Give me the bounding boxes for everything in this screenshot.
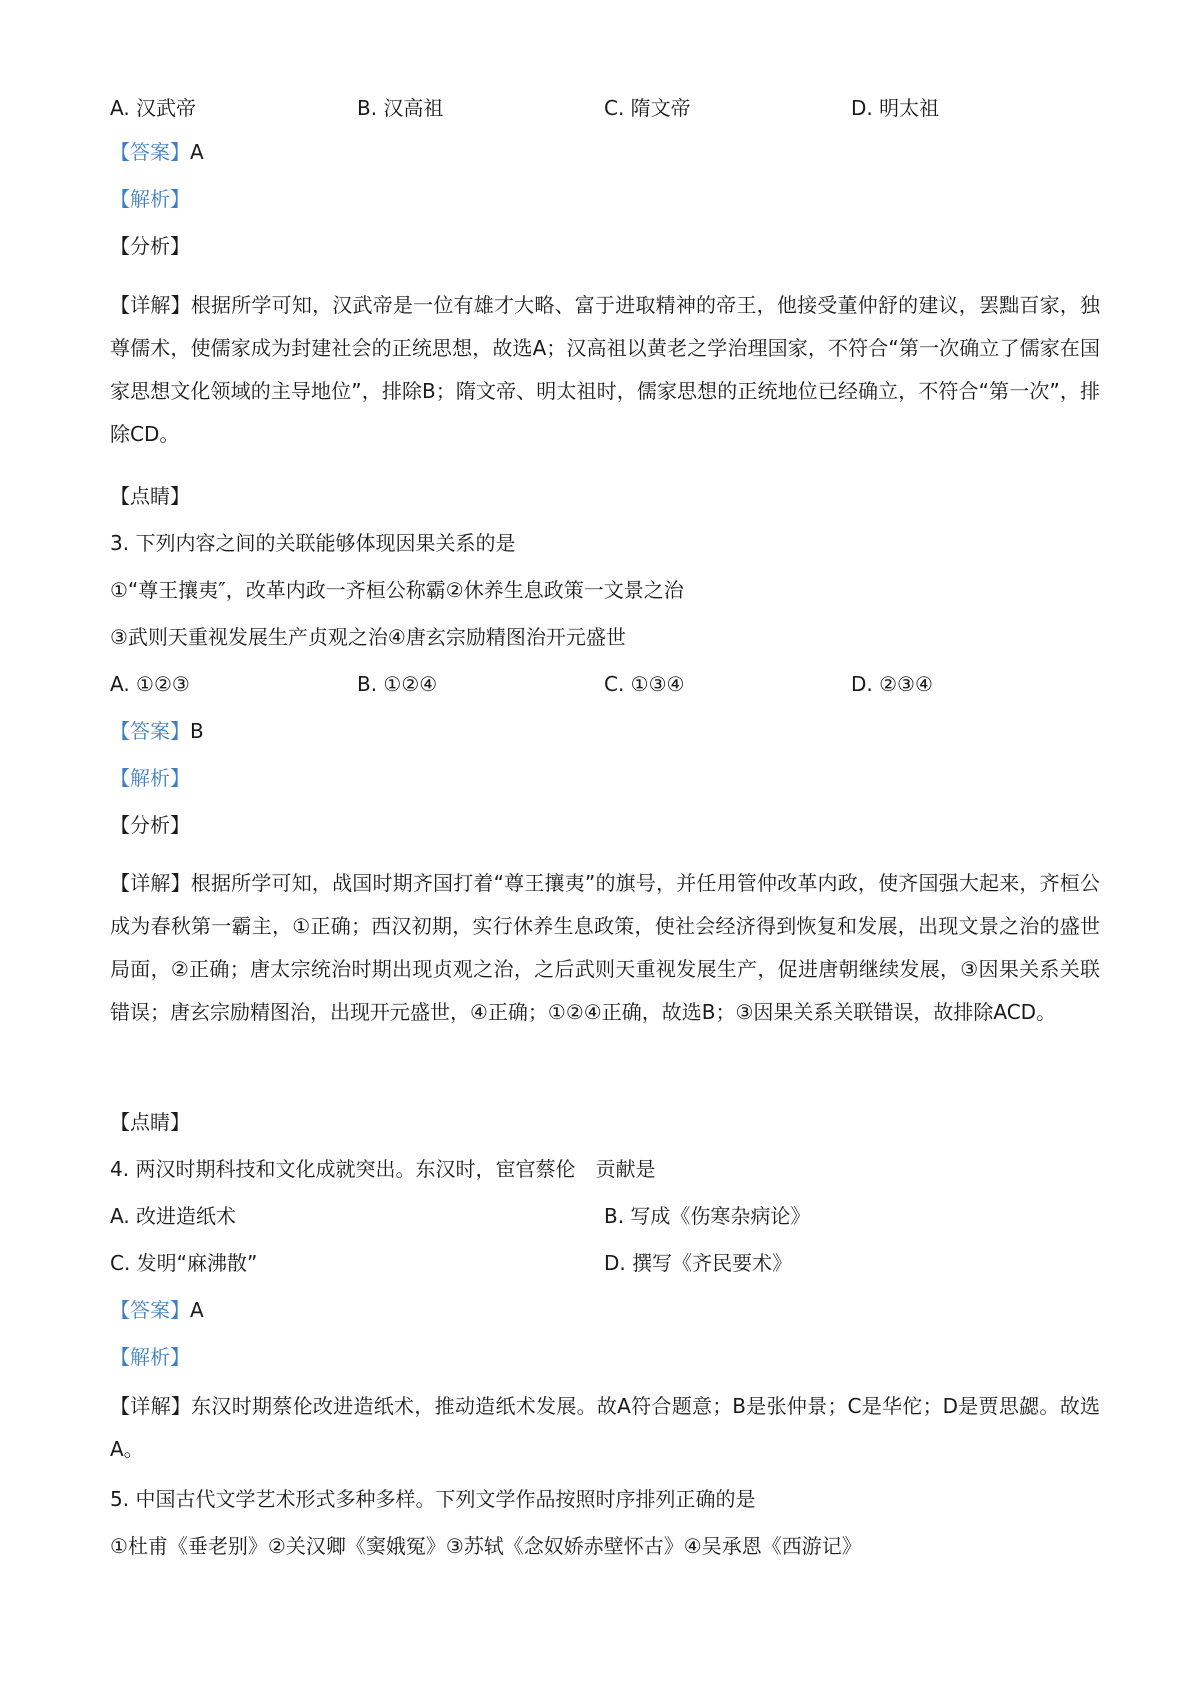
q4-option-c: C. 发明“麻沸散” <box>110 1251 258 1275</box>
q3-option-a: A. ①②③ <box>110 672 190 696</box>
q2-option-d: D. 明太祖 <box>851 96 940 120</box>
q2-detail: 【详解】根据所学可知，汉武帝是一位有雄才大略、富于进取精神的帝王，他接受董仲舒的建议，罢黜百家，独尊儒术，使儒家成为封建社会的正统思想，故选A；汉高祖以黄老之学治理国家，不符合“第一次确立了儒家在国家思想文化领域的主导地位”，排除B；隋文帝、明太祖时，儒家思想的正统地位已经确立，不符合“第一次”，排除CD。 <box>110 293 1100 446</box>
q3-dianjing-tag: 【点睛】 <box>110 1110 190 1134</box>
q4-option-d: D. 撰写《齐民要术》 <box>604 1251 793 1275</box>
q2-option-c: C. 隋文帝 <box>604 96 691 120</box>
q4-stem: 4. 两汉时期科技和文化成就突出。东汉时，宦官蔡伦 贡献是 <box>110 1157 656 1181</box>
q4-detail: 【详解】东汉时期蔡伦改进造纸术，推动造纸术发展。故A符合题意；B是张仲景；C是华佗；D是贾思勰。故选A。 <box>110 1394 1100 1461</box>
q2-option-b: B. 汉高祖 <box>357 96 444 120</box>
q2-dianjing-tag: 【点睛】 <box>110 484 190 508</box>
q4-option-b: B. 写成《伤寒杂病论》 <box>604 1204 811 1228</box>
answer-tag: 【答案】 <box>110 719 190 743</box>
q2-option-a: A. 汉武帝 <box>110 96 197 120</box>
answer-value: B <box>190 719 204 743</box>
q2-answer <box>110 138 204 166</box>
answer-tag: 【答案】 <box>110 1298 190 1322</box>
q5-stem: 5. 中国古代文学艺术形式多种多样。下列文学作品按照时序排列正确的是 <box>110 1487 756 1511</box>
q3-answer <box>110 717 204 745</box>
q3-analysis-tag: 【解析】 <box>110 766 190 790</box>
q3-item-line-1: ①“尊王攘夷″，改革内政一齐桓公称霸②休养生息政策一文景之治 <box>110 578 684 602</box>
q2-analysis-tag: 【解析】 <box>110 187 190 211</box>
q5-items: ①杜甫《垂老别》②关汉卿《窦娥冤》③苏轼《念奴娇赤壁怀古》④吴承恩《西游记》 <box>110 1534 862 1558</box>
answer-value: A <box>190 140 204 164</box>
q3-option-d: D. ②③④ <box>851 672 933 696</box>
q4-answer <box>110 1296 204 1324</box>
q3-option-b: B. ①②④ <box>357 672 438 696</box>
q3-detail: 【详解】根据所学可知，战国时期齐国打着“尊王攘夷”的旗号，并任用管仲改革内政，使齐国强大起来，齐桓公成为春秋第一霸主，①正确；西汉初期，实行休养生息政策，使社会经济得到恢复和发展，出现文景之治的盛世局面，②正确；唐太宗统治时期出现贞观之治，之后武则天重视发展生产，促进唐朝继续发展，③因果关系关联错误；唐玄宗励精图治，出现开元盛世，④正确；①②④正确，故选B；③因果关系关联错误，故排除ACD。 <box>110 871 1100 1024</box>
q3-item-line-2: ③武则天重视发展生产贞观之治④唐玄宗励精图治开元盛世 <box>110 625 626 649</box>
q4-analysis-tag: 【解析】 <box>110 1345 190 1369</box>
answer-value: A <box>190 1298 204 1322</box>
q3-stem: 3. 下列内容之间的关联能够体现因果关系的是 <box>110 531 516 555</box>
q3-fenxi-tag: 【分析】 <box>110 813 190 837</box>
q4-option-a: A. 改进造纸术 <box>110 1204 237 1228</box>
q3-option-c: C. ①③④ <box>604 672 685 696</box>
q2-fenxi-tag: 【分析】 <box>110 234 190 258</box>
answer-tag: 【答案】 <box>110 140 190 164</box>
